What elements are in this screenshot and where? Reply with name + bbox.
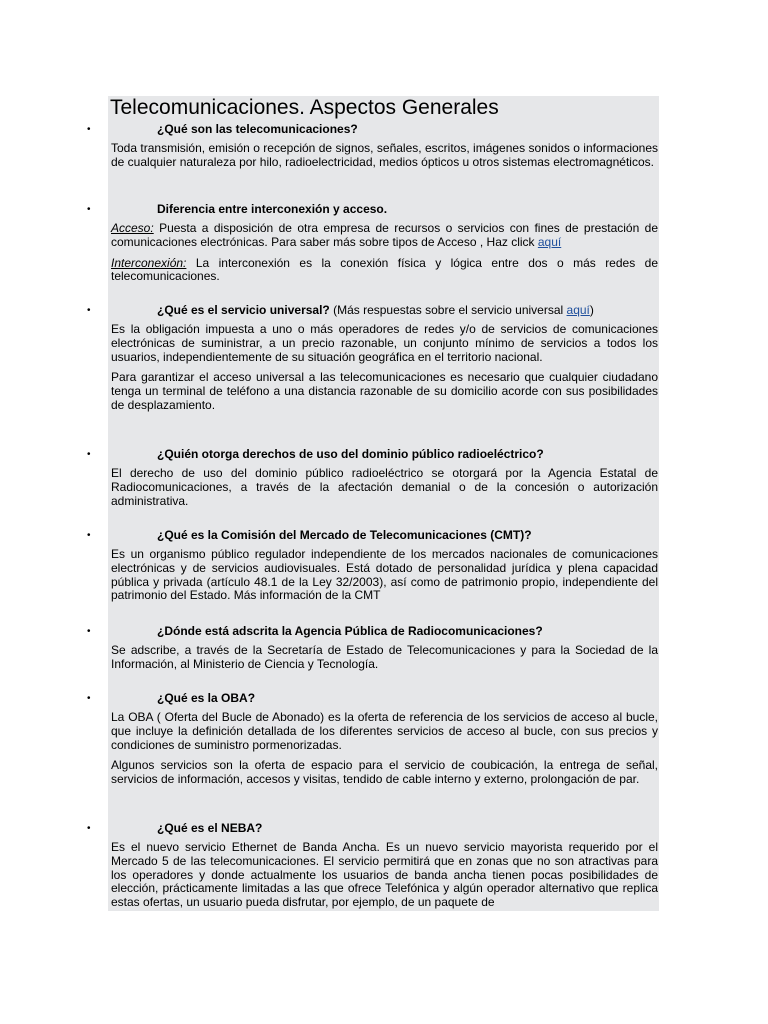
question-heading xyxy=(157,303,594,318)
faq-item-neba xyxy=(0,821,768,911)
question-heading: ¿Quién otorga derechos de uso del dominio público radioeléctrico? xyxy=(157,447,544,461)
question-heading: ¿Qué es el NEBA? xyxy=(157,821,263,835)
answer-text: Es un organismo público regulador independiente de los mercados nacionales de comunicaciones electrónicas y de servicios audiovisuales. Está dotado de personalidad jurídica y plena capacidad pública y privada (artículo 48.1 de la Ley 32/2003), así como de patrimonio propio, independiente del patrimonio del Estado. Más información de la CMT xyxy=(111,547,658,603)
faq-item-dominio-publico xyxy=(0,447,768,508)
bullet-icon: • xyxy=(87,693,91,704)
faq-item-cmt xyxy=(0,528,768,603)
bullet-icon: • xyxy=(87,204,91,215)
bullet-icon: • xyxy=(87,124,91,135)
answer-text: El derecho de uso del dominio público radioeléctrico se otorgará por la Agencia Estatal de Radiocomunicaciones, a través de la afectación demanial o de la concesión o autorización administrativa. xyxy=(111,466,658,508)
acceso-link[interactable]: aquí xyxy=(537,234,562,249)
servicio-universal-link[interactable]: aquí xyxy=(566,303,590,317)
question-text: ¿Qué es el servicio universal? xyxy=(157,303,330,317)
question-aside xyxy=(330,303,594,317)
bullet-icon: • xyxy=(87,449,91,460)
answer-interconexion xyxy=(111,257,658,285)
answer-text: Es la obligación impuesta a uno o más operadores de redes y/o de servicios de comunicaciones electrónicas de suministrar, a un precio razonable, un conjunto mínimo de servicios a todos los usuarios, independientemente de su situación geográfica en el territorio nacional. xyxy=(111,322,658,364)
acceso-label: Acceso: xyxy=(111,221,154,235)
answer-text: La OBA ( Oferta del Bucle de Abonado) es la oferta de referencia de los servicios de acceso al bucle, que incluye la definición detallada de los diferentes servicios de acceso al bucle, con sus precios y condiciones de suministro pormenorizadas. xyxy=(111,710,658,752)
bullet-icon: • xyxy=(87,823,91,834)
answer-text: Toda transmisión, emisión o recepción de signos, señales, escritos, imágenes sonidos o informaciones de cualquier naturaleza por hilo, radioelectricidad, medios ópticos u otros sistemas electromagnéticos. xyxy=(111,141,658,169)
answer-text: Para garantizar el acceso universal a las telecomunicaciones es necesario que cualquier ciudadano tenga un terminal de teléfono a una distancia razonable de su domicilio acorde con sus posibilidades de desplazamiento. xyxy=(111,370,658,412)
faq-item-oba xyxy=(0,691,768,787)
question-heading: ¿Qué es la Comisión del Mercado de Telecomunicaciones (CMT)? xyxy=(157,528,532,542)
acceso-text: Puesta a disposición de otra empresa de recursos o servicios con fines de prestación de comunicaciones electrónicas. Para saber más sobre tipos de Acceso , Haz click xyxy=(111,221,658,249)
faq-item-servicio-universal xyxy=(0,303,768,413)
question-heading: Diferencia entre interconexión y acceso. xyxy=(157,202,388,216)
page-title: Telecomunicaciones. Aspectos Generales xyxy=(110,96,499,119)
aside-text: (Más respuestas sobre el servicio universal xyxy=(329,303,567,317)
interconexion-text: La interconexión es la conexión física y lógica entre dos o más redes de telecomunicaciones. xyxy=(111,255,658,284)
question-heading: ¿Qué son las telecomunicaciones? xyxy=(157,122,358,136)
bullet-icon: • xyxy=(87,626,91,637)
interconexion-label: Interconexión: xyxy=(111,255,187,270)
bullet-icon: • xyxy=(87,530,91,541)
answer-text: Algunos servicios son la oferta de espacio para el servicio de coubicación, la entrega de señal, servicios de información, accesos y visitas, tendido de cable interno y externo, prolongación de par. xyxy=(111,758,658,787)
aside-close: ) xyxy=(589,303,594,317)
answer-text: Es el nuevo servicio Ethernet de Banda Ancha. Es un nuevo servicio mayorista requerido por el Mercado 5 de las telecomunicaciones. El servicio permitirá que en zonas que no son atractivas para los operadores y donde actualmente los usuarios de banda ancha tienen pocas posibilidades de elección, prácticamente limitadas a las que ofrece Telefónica y algún operador alternativo que replica estas ofertas, un usuario pueda disfrutar, por ejemplo, de un paquete de xyxy=(111,841,658,910)
faq-item-telecomunicaciones xyxy=(0,122,768,170)
answer-acceso xyxy=(111,222,658,250)
bullet-icon: • xyxy=(87,305,91,316)
answer-text: Se adscribe, a través de la Secretaría de Estado de Telecomunicaciones y para la Sociedad de la Información, al Ministerio de Ciencia y Tecnología. xyxy=(111,643,658,671)
question-heading: ¿Dónde está adscrita la Agencia Pública de Radiocomunicaciones? xyxy=(157,624,543,638)
question-heading: ¿Qué es la OBA? xyxy=(157,691,256,705)
faq-item-agencia-radiocomunicaciones xyxy=(0,624,768,672)
faq-item-interconexion-acceso xyxy=(0,202,768,284)
